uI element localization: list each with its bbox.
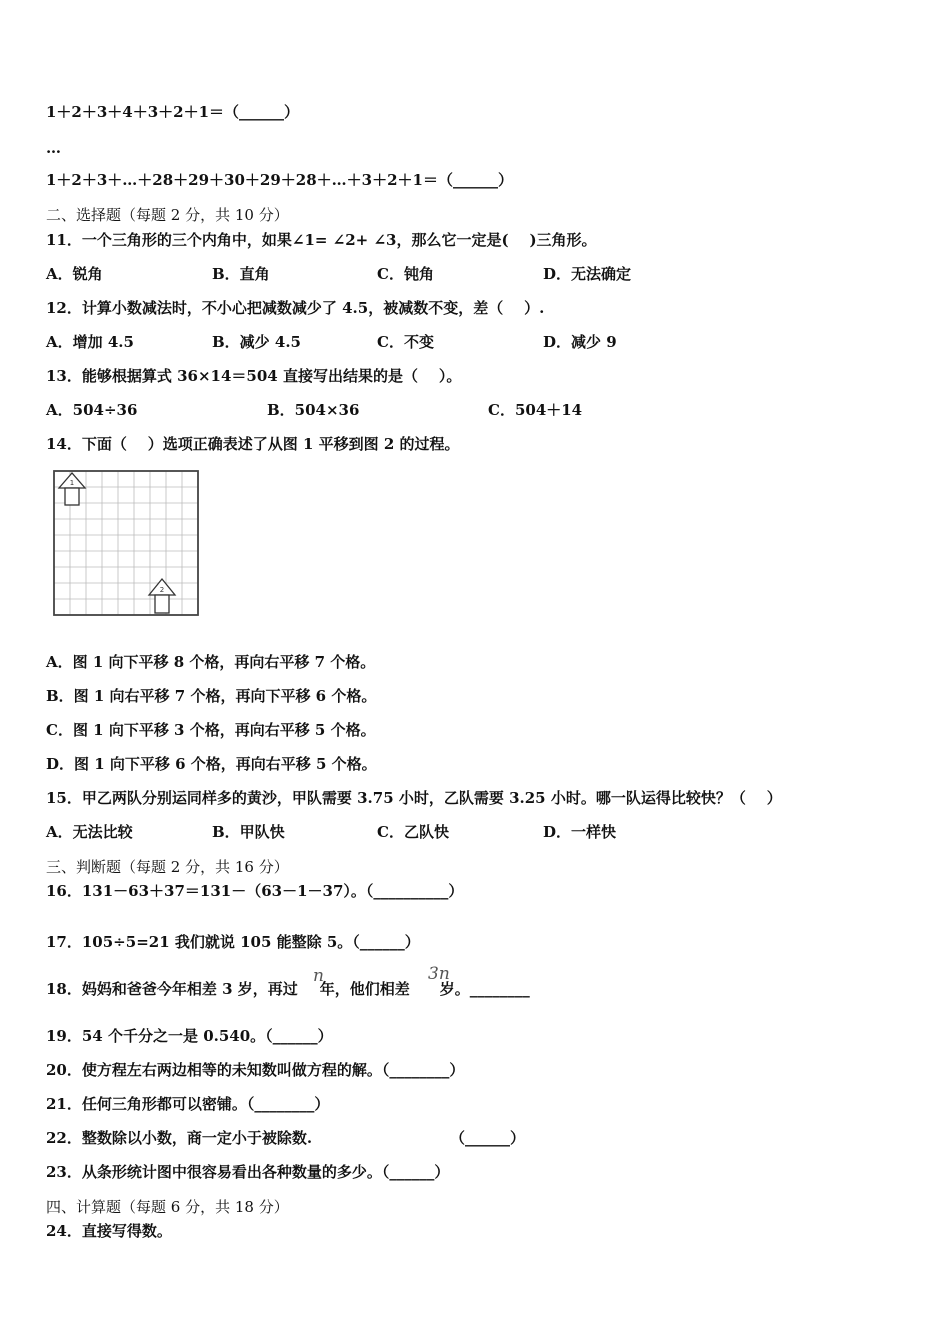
q12-option-b[interactable]: B．减少 4.5 (212, 333, 301, 351)
q19-text: 19．54 个千分之一是 0.540。（______） (46, 1027, 333, 1045)
q22-text: 22．整数除以小数，商一定小于被除数. (46, 1129, 313, 1147)
q11-option-d[interactable]: D．无法确定 (543, 265, 632, 283)
q14-option-d[interactable]: D．图 1 向下平移 6 个格，再向右平移 5 个格。 (46, 755, 377, 773)
q11-option-a[interactable]: A．锐角 (46, 265, 103, 283)
q12-option-d[interactable]: D．减少 9 (543, 333, 617, 351)
section-3-title: 三、判断题（每题 2 分，共 16 分） (46, 858, 289, 876)
q23-text: 23．从条形统计图中很容易看出各种数量的多少。（______） (46, 1163, 450, 1181)
ellipsis-line: … (46, 139, 61, 157)
q14-text: 14．下面（ ）选项正确表述了从图 1 平移到图 2 的过程。 (46, 435, 460, 453)
q21-text: 21．任何三角形都可以密铺。（________） (46, 1095, 330, 1113)
sum-line-1: 1＋2＋3＋4＋3＋2＋1＝（______） (46, 103, 300, 121)
q15-text: 15．甲乙两队分别运同样多的黄沙，甲队需要 3.75 小时，乙队需要 3.25 小时。哪一队运得比较快？（ ） (46, 789, 782, 807)
house-figure-2 (149, 579, 175, 613)
q14-grid-figure (50, 468, 202, 618)
q14-option-c[interactable]: C．图 1 向下平移 3 个格，再向右平移 5 个格。 (46, 721, 376, 739)
q16-text: 16．131－63＋37＝131－（63－1－37）。（__________） (46, 882, 464, 900)
q24-text: 24．直接写得数。 (46, 1222, 172, 1240)
q12-text: 12．计算小数减法时，不小心把减数减少了 4.5，被减数不变，差（ ）. (46, 299, 545, 317)
q14-option-a[interactable]: A．图 1 向下平移 8 个格，再向右平移 7 个格。 (46, 653, 376, 671)
q22-answer-blank: （______） (450, 1129, 526, 1147)
q12-option-c[interactable]: C．不变 (377, 333, 434, 351)
q11-option-c[interactable]: C．钝角 (377, 265, 434, 283)
q12-option-a[interactable]: A．增加 4.5 (46, 333, 134, 351)
q13-option-b[interactable]: B．504×36 (267, 401, 360, 419)
q18-variable-n: n (313, 966, 324, 986)
house-1-label: 1 (69, 479, 75, 487)
q11-option-b[interactable]: B．直角 (212, 265, 270, 283)
q18-part-2: 年，他们相差 (319, 980, 410, 998)
q11-text: 11．一个三角形的三个内角中，如果∠1= ∠2+ ∠3，那么它一定是( )三角形。 (46, 231, 597, 249)
q18-part-1: 18．妈妈和爸爸今年相差 3 岁，再过 (46, 980, 298, 998)
sum-line-2: 1＋2＋3＋…＋28＋29＋30＋29＋28＋…＋3＋2＋1＝（______） (46, 171, 513, 189)
q18-text (46, 979, 530, 999)
house-2-label: 2 (159, 586, 165, 594)
q17-text: 17．105÷5=21 我们就说 105 能整除 5。（______） (46, 933, 420, 951)
q20-text: 20．使方程左右两边相等的未知数叫做方程的解。（________） (46, 1061, 465, 1079)
q15-option-a[interactable]: A．无法比较 (46, 823, 133, 841)
q15-option-c[interactable]: C．乙队快 (377, 823, 449, 841)
q18-variable-3n: 3n (428, 964, 450, 984)
house-figure-1 (59, 473, 85, 505)
q13-text: 13．能够根据算式 36×14＝504 直接写出结果的是（ ）。 (46, 367, 462, 385)
q15-option-d[interactable]: D．一样快 (543, 823, 617, 841)
section-4-title: 四、计算题（每题 6 分，共 18 分） (46, 1198, 289, 1216)
q14-option-b[interactable]: B．图 1 向右平移 7 个格，再向下平移 6 个格。 (46, 687, 377, 705)
section-2-title: 二、选择题（每题 2 分，共 10 分） (46, 206, 289, 224)
q13-option-c[interactable]: C．504＋14 (488, 401, 583, 419)
q18-part-3: 岁。________ (439, 980, 530, 998)
q13-option-a[interactable]: A．504÷36 (46, 401, 138, 419)
q15-option-b[interactable]: B．甲队快 (212, 823, 285, 841)
